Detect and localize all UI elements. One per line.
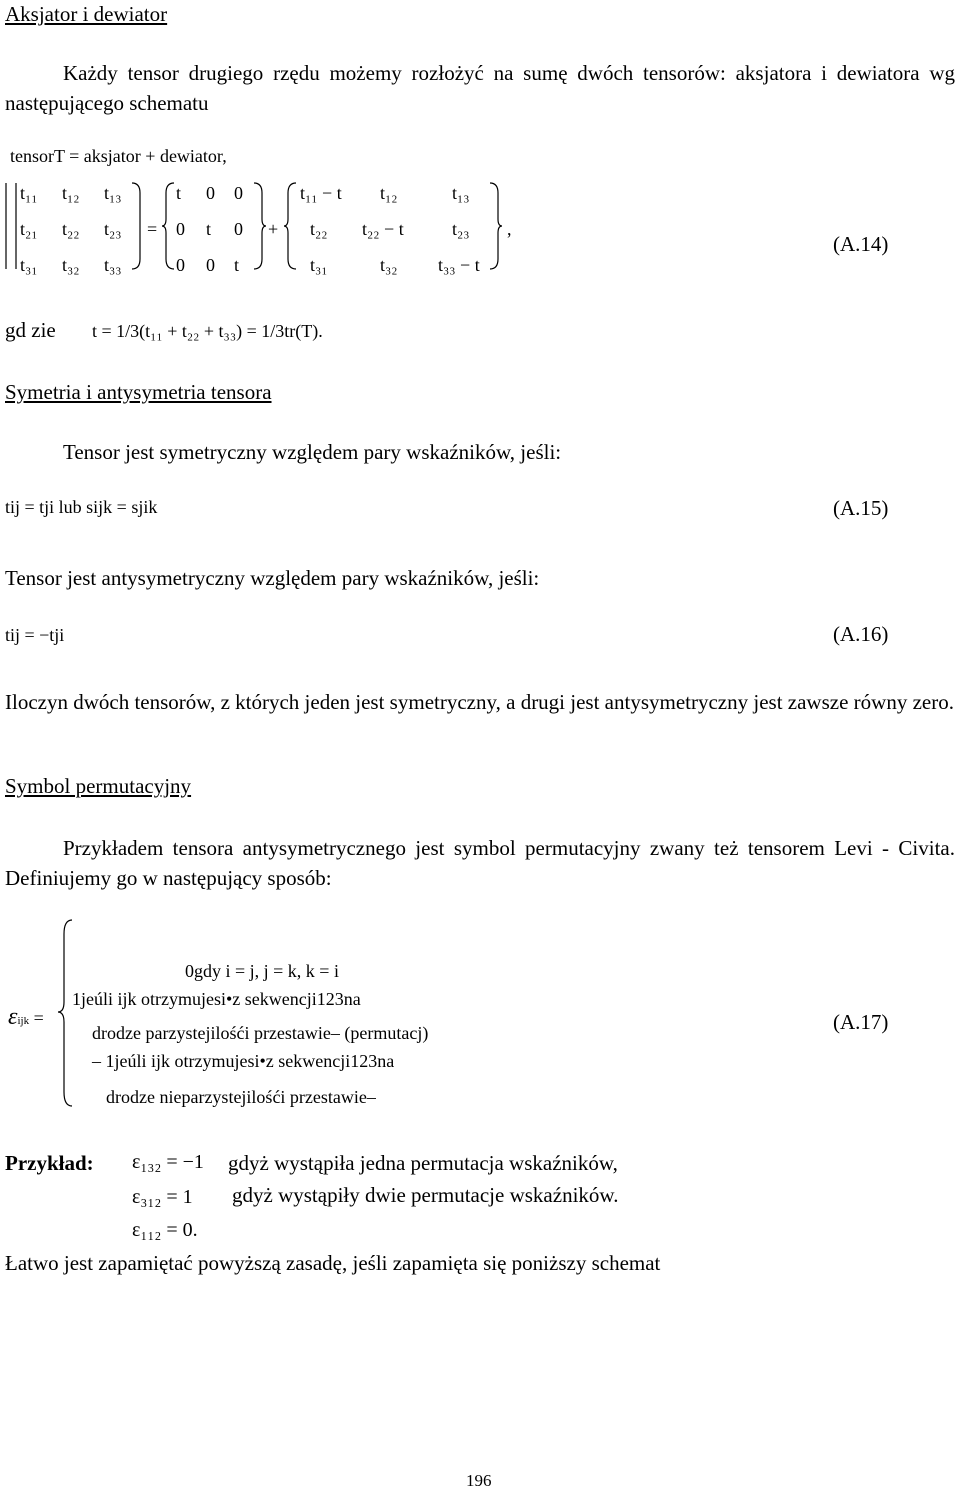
- brace-left-deviator: [284, 183, 298, 275]
- equation-number-14: (A.14): [833, 232, 889, 256]
- example-eq: ε₁₁₂ = 0.: [132, 1219, 198, 1241]
- matrix-t-cell: t₂₁: [20, 219, 38, 239]
- section-heading-permutation: Symbol permutacyjny: [5, 774, 192, 798]
- equation-number-16: (A.16): [833, 622, 889, 646]
- matrix-deviator-cell: t₁₃: [452, 183, 470, 203]
- brace-right-axiator: [252, 183, 266, 275]
- section-heading-axiator: Aksjator i dewiator: [5, 2, 168, 26]
- paragraph-easy: Łatwo jest zapamiętać powyższą zasadę, jeśli zapamięta się poniższy schemat: [5, 1251, 661, 1275]
- example-label: Przykład:: [5, 1151, 94, 1175]
- example-text: gdyż wystąpiła jedna permutacja wskaźników,: [228, 1151, 618, 1175]
- matrix-deviator-cell: t₃₃ − t: [438, 255, 480, 275]
- matrix-deviator-cell: t₂₂: [310, 219, 328, 239]
- brace-left-t: [4, 183, 18, 275]
- matrix-deviator-cell: t₁₁ − t: [300, 183, 342, 203]
- matrix-deviator-cell: t₃₂: [380, 255, 398, 275]
- matrix-deviator-cell: t₂₃: [452, 219, 470, 239]
- matrix-axiator-cell: 0: [206, 183, 215, 203]
- equation-scheme: tensorT = aksjator + dewiator,: [10, 146, 227, 166]
- brace-left-axiator: [162, 183, 176, 275]
- example-eq: ε₁₃₂ = −1: [132, 1151, 204, 1173]
- paragraph-product: Iloczyn dwóch tensorów, z których jeden jest symetryczny, a drugi jest antysymetryczny jest zawsze równy zero.: [5, 690, 954, 714]
- case-line: drodze nieparzystejilośći przestawie–: [106, 1087, 376, 1107]
- case-line: 0gdy i = j, j = k, k = i: [185, 961, 339, 981]
- matrix-axiator-cell: 0: [176, 255, 185, 275]
- matrix-axiator-cell: 0: [176, 219, 185, 239]
- brace-cases: [58, 920, 74, 1106]
- matrix-t-cell: t₃₂: [62, 255, 80, 275]
- equation-number-17: (A.17): [833, 1010, 889, 1034]
- equation-number-15: (A.15): [833, 496, 889, 520]
- equation-15: tij = tji lub sijk = sjik: [5, 497, 158, 517]
- case-line: 1jeúli ijk otrzymujesi•z sekwencji123na: [72, 989, 361, 1009]
- paragraph-antisymmetric: Tensor jest antysymetryczny względem pary wskaźników, jeśli:: [5, 566, 540, 590]
- matrix-axiator-cell: 0: [234, 183, 243, 203]
- paragraph-symmetric: Tensor jest symetryczny względem pary wskaźników, jeśli:: [63, 440, 562, 464]
- matrix-axiator-cell: t: [234, 255, 240, 275]
- matrix-t-cell: t₁₁: [20, 183, 38, 203]
- example-text: gdyż wystąpiły dwie permutacje wskaźników.: [232, 1183, 619, 1207]
- section-heading-symmetry: Symetria i antysymetria tensora: [5, 380, 272, 404]
- example-eq: ε₃₁₂ = 1: [132, 1186, 193, 1208]
- matrix-t-cell: t₁₂: [62, 183, 80, 203]
- case-line: – 1jeúli ijk otrzymujesi•z sekwencji123na: [92, 1051, 395, 1071]
- equals-sign: =: [147, 219, 158, 239]
- matrix-t-cell: t₃₁: [20, 255, 38, 275]
- case-line: drodze parzystejilośći przestawie– (permutacj): [92, 1023, 429, 1043]
- matrix-deviator-cell: t₃₁: [310, 255, 328, 275]
- matrix-axiator-cell: t: [176, 183, 182, 203]
- paragraph-permutation: Przykładem tensora antysymetrycznego jest symbol permutacyjny zwany też tensorem Levi - Civita. Definiujemy go w następujący sposób:: [5, 836, 955, 890]
- matrix-t-cell: t₁₃: [104, 183, 122, 203]
- brace-right-t: [130, 183, 144, 275]
- matrix-t-cell: t₂₃: [104, 219, 122, 239]
- page-number: 196: [466, 1471, 492, 1490]
- plus-sign: +: [268, 219, 279, 239]
- matrix-axiator-cell: 0: [206, 255, 215, 275]
- matrix-axiator-cell: t: [206, 219, 212, 239]
- brace-right-deviator: [488, 183, 502, 275]
- gdzie-label: gd zie: [5, 318, 56, 342]
- equation-16: tij = −tji: [5, 625, 65, 645]
- matrix-deviator-cell: t₁₂: [380, 183, 398, 203]
- matrix-t-cell: t₃₃: [104, 255, 122, 275]
- matrix-t-cell: t₂₂: [62, 219, 80, 239]
- matrix-deviator-cell: t₂₂ − t: [362, 219, 404, 239]
- comma: ,: [507, 219, 512, 239]
- epsilon-lhs: εijk =: [8, 1004, 44, 1030]
- paragraph-axiator: Każdy tensor drugiego rzędu możemy rozłożyć na sumę dwóch tensorów: aksjatora i dewiatora wg następującego schematu: [5, 61, 955, 115]
- matrix-axiator-cell: 0: [234, 219, 243, 239]
- equation-mean-t: t = 1/3(t₁₁ + t₂₂ + t₃₃) = 1/3tr(T).: [92, 321, 323, 341]
